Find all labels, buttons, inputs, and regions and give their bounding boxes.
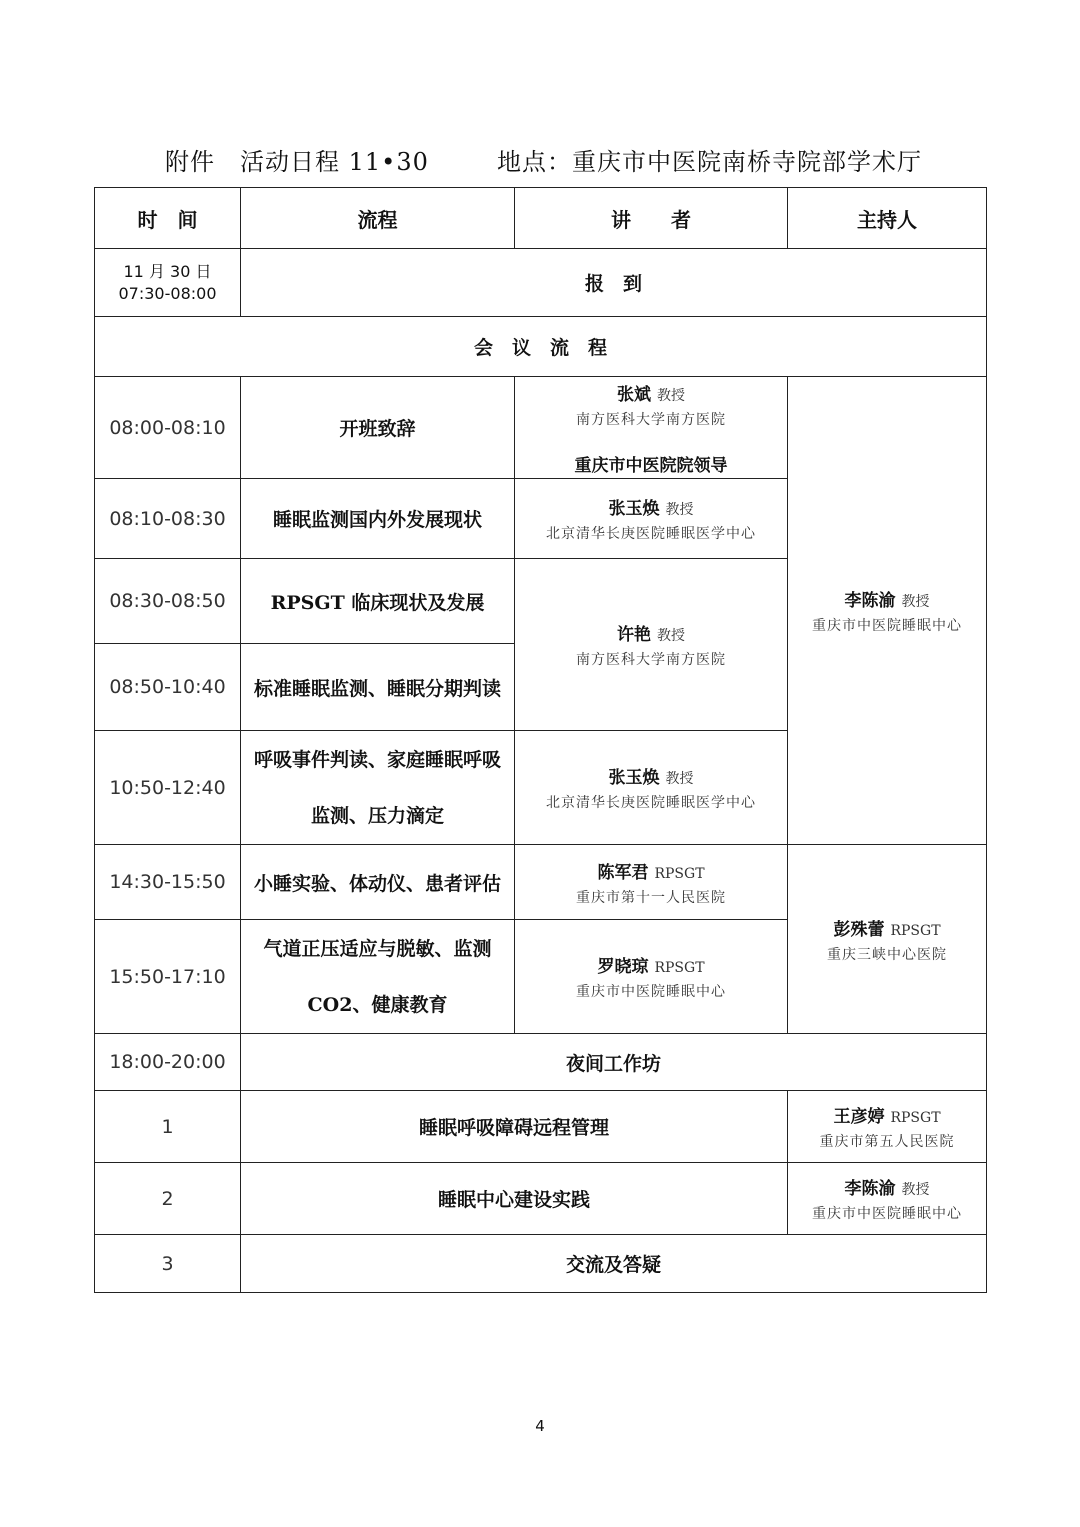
header-time: 时 间 bbox=[95, 188, 241, 249]
evening-time: 18:00-20:00 bbox=[95, 1034, 241, 1091]
speaker-title: 教授 bbox=[657, 628, 685, 644]
speaker-cell bbox=[515, 479, 788, 559]
heading-schedule-date: 附件 活动日程 11•30 bbox=[165, 148, 429, 176]
host-name: 王彦婷 bbox=[833, 1107, 885, 1127]
table-row bbox=[95, 1091, 987, 1163]
registration-row bbox=[95, 249, 987, 317]
host-cell bbox=[788, 1163, 987, 1235]
speaker-title: 教授 bbox=[665, 502, 694, 518]
host-title: 教授 bbox=[901, 594, 930, 610]
row-topic-line: 呼吸事件判读、家庭睡眠呼吸 bbox=[253, 748, 501, 771]
row-time: 14:30-15:50 bbox=[95, 845, 241, 920]
registration-datetime bbox=[95, 249, 241, 317]
host-cell bbox=[788, 845, 987, 1034]
host-title: 教授 bbox=[901, 1182, 930, 1198]
speaker-org: 北京清华长庚医院睡眠医学中心 bbox=[546, 795, 756, 811]
speaker-cell bbox=[515, 920, 788, 1034]
speaker-org: 北京清华长庚医院睡眠医学中心 bbox=[546, 526, 756, 542]
section-title: 会 议 流 程 bbox=[95, 317, 987, 377]
host-org: 重庆市中医院睡眠中心 bbox=[812, 618, 962, 634]
speaker-org: 南方医科大学南方医院 bbox=[576, 652, 726, 668]
row-topic bbox=[241, 920, 515, 1034]
speaker-org: 重庆市中医院睡眠中心 bbox=[576, 984, 726, 1000]
row-topic: 开班致辞 bbox=[241, 377, 515, 479]
item-number: 3 bbox=[95, 1235, 241, 1293]
row-time: 08:30-08:50 bbox=[95, 559, 241, 644]
host-name: 李陈渝 bbox=[844, 591, 896, 611]
registration-label: 报 到 bbox=[241, 249, 987, 317]
table-row bbox=[95, 1235, 987, 1293]
speaker-extra: 重庆市中医院院领导 bbox=[574, 455, 728, 476]
evening-row bbox=[95, 1034, 987, 1091]
row-topic-line: 监测、压力滴定 bbox=[310, 804, 444, 827]
registration-time: 07:30-08:00 bbox=[118, 283, 217, 303]
host-org: 重庆三峡中心医院 bbox=[827, 946, 947, 963]
row-topic: 睡眠监测国内外发展现状 bbox=[241, 479, 515, 559]
speaker-name: 张玉焕 bbox=[608, 499, 660, 519]
speaker-title: RPSGT bbox=[654, 960, 705, 976]
table-header-row bbox=[95, 188, 987, 249]
item-topic: 交流及答疑 bbox=[241, 1235, 987, 1293]
table-row bbox=[95, 1163, 987, 1235]
row-time: 08:10-08:30 bbox=[95, 479, 241, 559]
row-time: 08:50-10:40 bbox=[95, 644, 241, 731]
header-speaker: 讲 者 bbox=[515, 188, 788, 249]
row-topic-line: 气道正压适应与脱敏、监测 bbox=[263, 937, 492, 960]
heading-location: 地点：重庆市中医院南桥寺院部学术厅 bbox=[497, 148, 922, 176]
row-time: 15:50-17:10 bbox=[95, 920, 241, 1034]
row-topic bbox=[241, 731, 515, 845]
host-name: 彭殊蕾 bbox=[833, 919, 885, 940]
speaker-title: 教授 bbox=[657, 387, 685, 404]
speaker-org: 南方医科大学南方医院 bbox=[576, 411, 726, 428]
row-topic: 小睡实验、体动仪、患者评估 bbox=[241, 845, 515, 920]
speaker-name: 罗晓琼 bbox=[597, 957, 649, 977]
speaker-name: 张斌 bbox=[617, 384, 651, 405]
speaker-title: RPSGT bbox=[654, 865, 705, 882]
section-row bbox=[95, 317, 987, 377]
speaker-cell bbox=[515, 845, 788, 920]
row-time: 08:00-08:10 bbox=[95, 377, 241, 479]
item-number: 1 bbox=[95, 1091, 241, 1163]
host-org: 重庆市中医院睡眠中心 bbox=[812, 1206, 962, 1222]
table-row bbox=[95, 377, 987, 479]
speaker-cell bbox=[515, 377, 788, 479]
speaker-name: 陈军君 bbox=[597, 862, 649, 883]
speaker-name: 许艳 bbox=[617, 625, 651, 645]
speaker-cell bbox=[515, 559, 788, 731]
header-program: 流程 bbox=[241, 188, 515, 249]
row-time: 10:50-12:40 bbox=[95, 731, 241, 845]
speaker-cell bbox=[515, 731, 788, 845]
row-topic: RPSGT 临床现状及发展 bbox=[241, 559, 515, 644]
host-title: RPSGT bbox=[890, 922, 941, 939]
header-host: 主持人 bbox=[788, 188, 987, 249]
row-topic: 标准睡眠监测、睡眠分期判读 bbox=[241, 644, 515, 731]
host-title: RPSGT bbox=[890, 1110, 941, 1126]
host-cell bbox=[788, 377, 987, 845]
speaker-name: 张玉焕 bbox=[608, 768, 660, 788]
speaker-org: 重庆市第十一人民医院 bbox=[576, 889, 726, 906]
item-number: 2 bbox=[95, 1163, 241, 1235]
schedule-table bbox=[94, 187, 987, 1293]
page-heading bbox=[0, 142, 1080, 178]
registration-date: 11 月 30 日 bbox=[123, 261, 212, 281]
speaker-title: 教授 bbox=[665, 771, 694, 787]
host-name: 李陈渝 bbox=[844, 1179, 896, 1199]
host-cell bbox=[788, 1091, 987, 1163]
host-org: 重庆市第五人民医院 bbox=[819, 1134, 955, 1150]
item-topic: 睡眠呼吸障碍远程管理 bbox=[241, 1091, 788, 1163]
table-row bbox=[95, 845, 987, 920]
page-number: 4 bbox=[535, 1417, 545, 1435]
evening-label: 夜间工作坊 bbox=[241, 1034, 987, 1091]
item-topic: 睡眠中心建设实践 bbox=[241, 1163, 788, 1235]
row-topic-line: CO2、健康教育 bbox=[307, 993, 448, 1016]
